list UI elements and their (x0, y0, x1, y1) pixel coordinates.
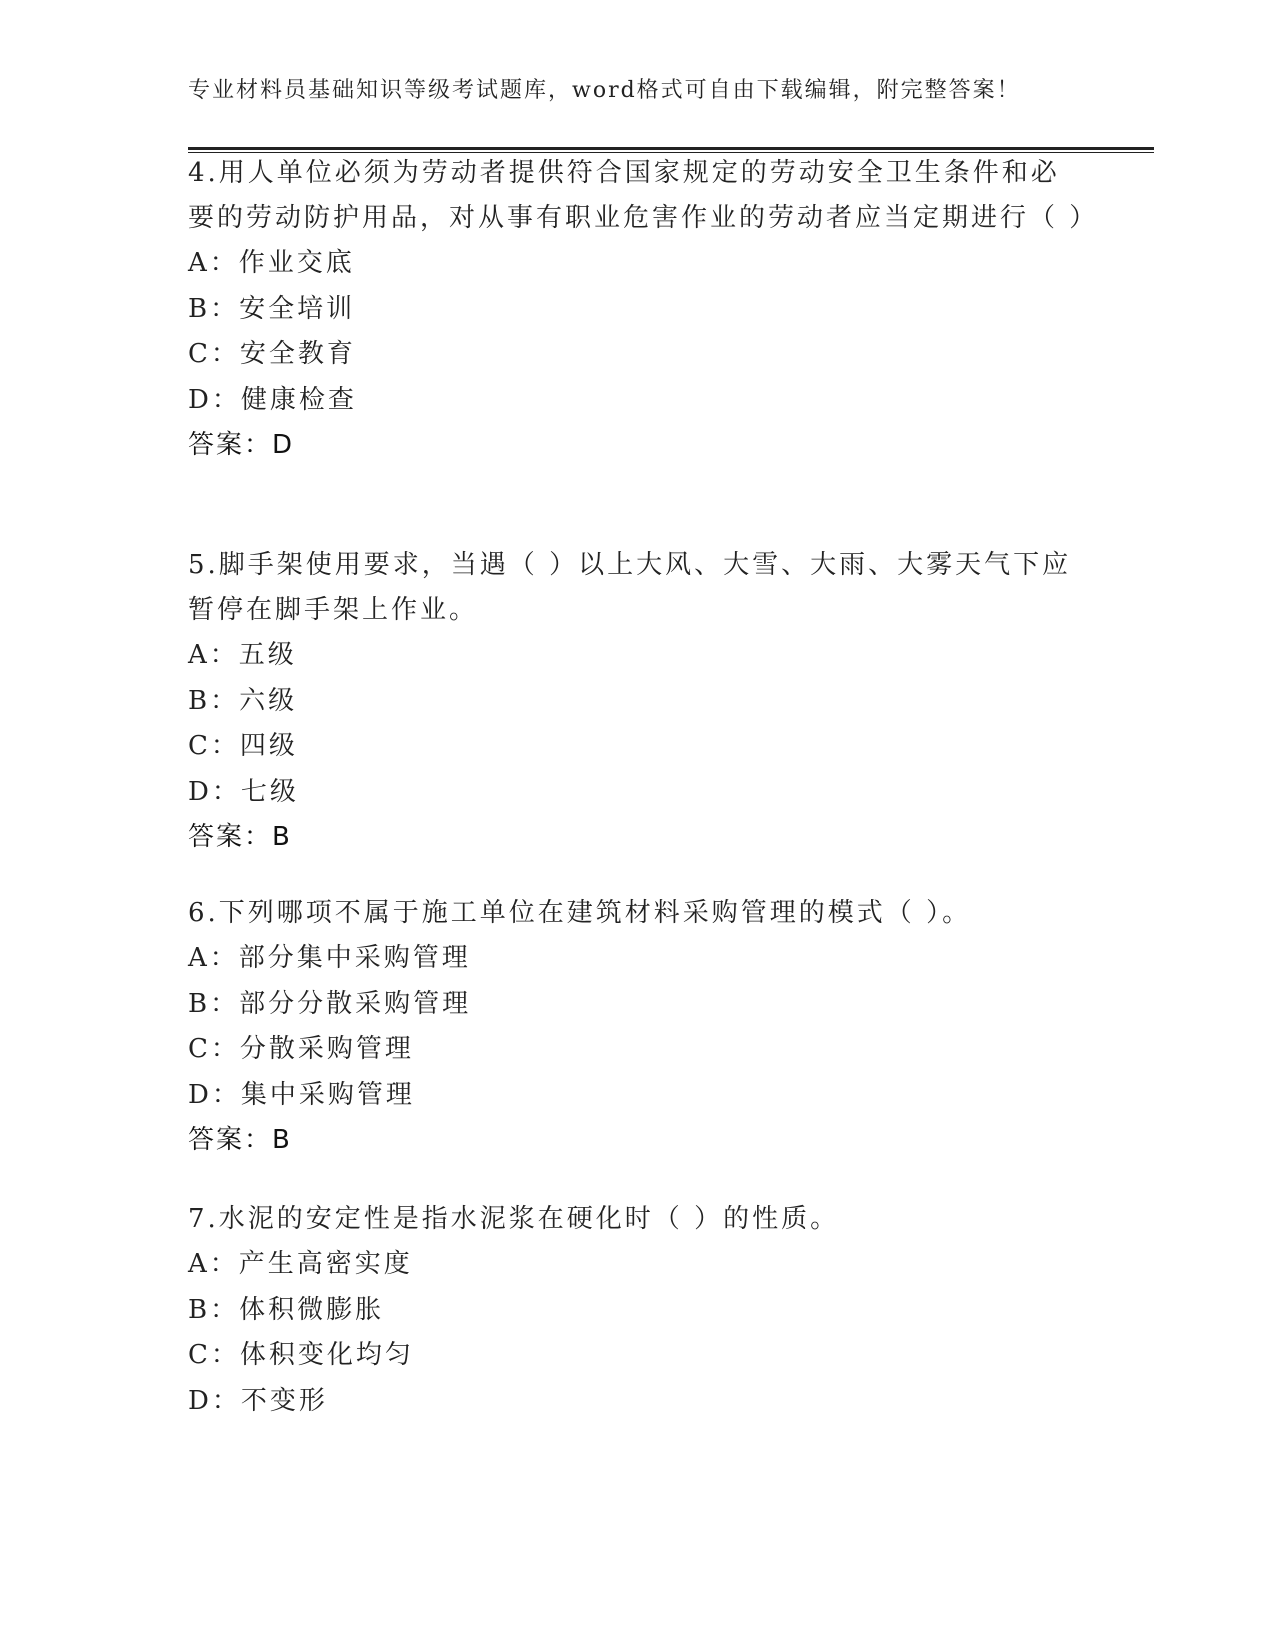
option-d: D：不变形 (188, 1385, 328, 1416)
option-a: A：作业交底 (188, 248, 355, 278)
option-b: B：安全培训 (188, 293, 356, 324)
header-divider-thick (188, 147, 1154, 150)
option-c: C：分散采购管理 (188, 1034, 414, 1064)
page-header: 专业材料员基础知识等级考试题库，word格式可自由下载编辑，附完整答案！ (188, 78, 1021, 103)
question-4 (188, 151, 1099, 468)
question-text: 4.用人单位必须为劳动者提供符合国家规定的劳动安全卫生条件和必要的劳动防护用品，对从事有职业危害作业的劳动者应当定期进行（ ） (188, 158, 1099, 233)
question-text: 5.脚手架使用要求，当遇（ ）以上大风、大雪、大雨、大雾天气下应暂停在脚手架上作业。 (188, 550, 1072, 625)
option-c: C：体积变化均匀 (188, 1340, 414, 1370)
question-7 (188, 1197, 1088, 1424)
option-c: C：安全教育 (188, 339, 356, 369)
question-5 (188, 543, 1088, 860)
option-b: B：部分分散采购管理 (188, 988, 472, 1019)
option-b: B：体积微膨胀 (188, 1294, 385, 1325)
option-a: A：部分集中采购管理 (188, 943, 471, 973)
option-b: B：六级 (188, 685, 298, 716)
option-a: A：产生高密实度 (188, 1249, 413, 1279)
option-d: D：集中采购管理 (188, 1079, 415, 1110)
question-6 (188, 891, 1088, 1163)
question-text: 7.水泥的安定性是指水泥浆在硬化时（ ）的性质。 (188, 1204, 840, 1234)
question-text: 6.下列哪项不属于施工单位在建筑材料采购管理的模式（ ）。 (188, 898, 972, 928)
option-c: C：四级 (188, 731, 298, 761)
option-d: D：健康检查 (188, 384, 357, 415)
answer: 答案：B (188, 822, 292, 852)
answer: 答案：D (188, 430, 295, 460)
option-d: D：七级 (188, 776, 299, 807)
answer: 答案：B (188, 1125, 292, 1155)
option-a: A：五级 (188, 640, 297, 670)
